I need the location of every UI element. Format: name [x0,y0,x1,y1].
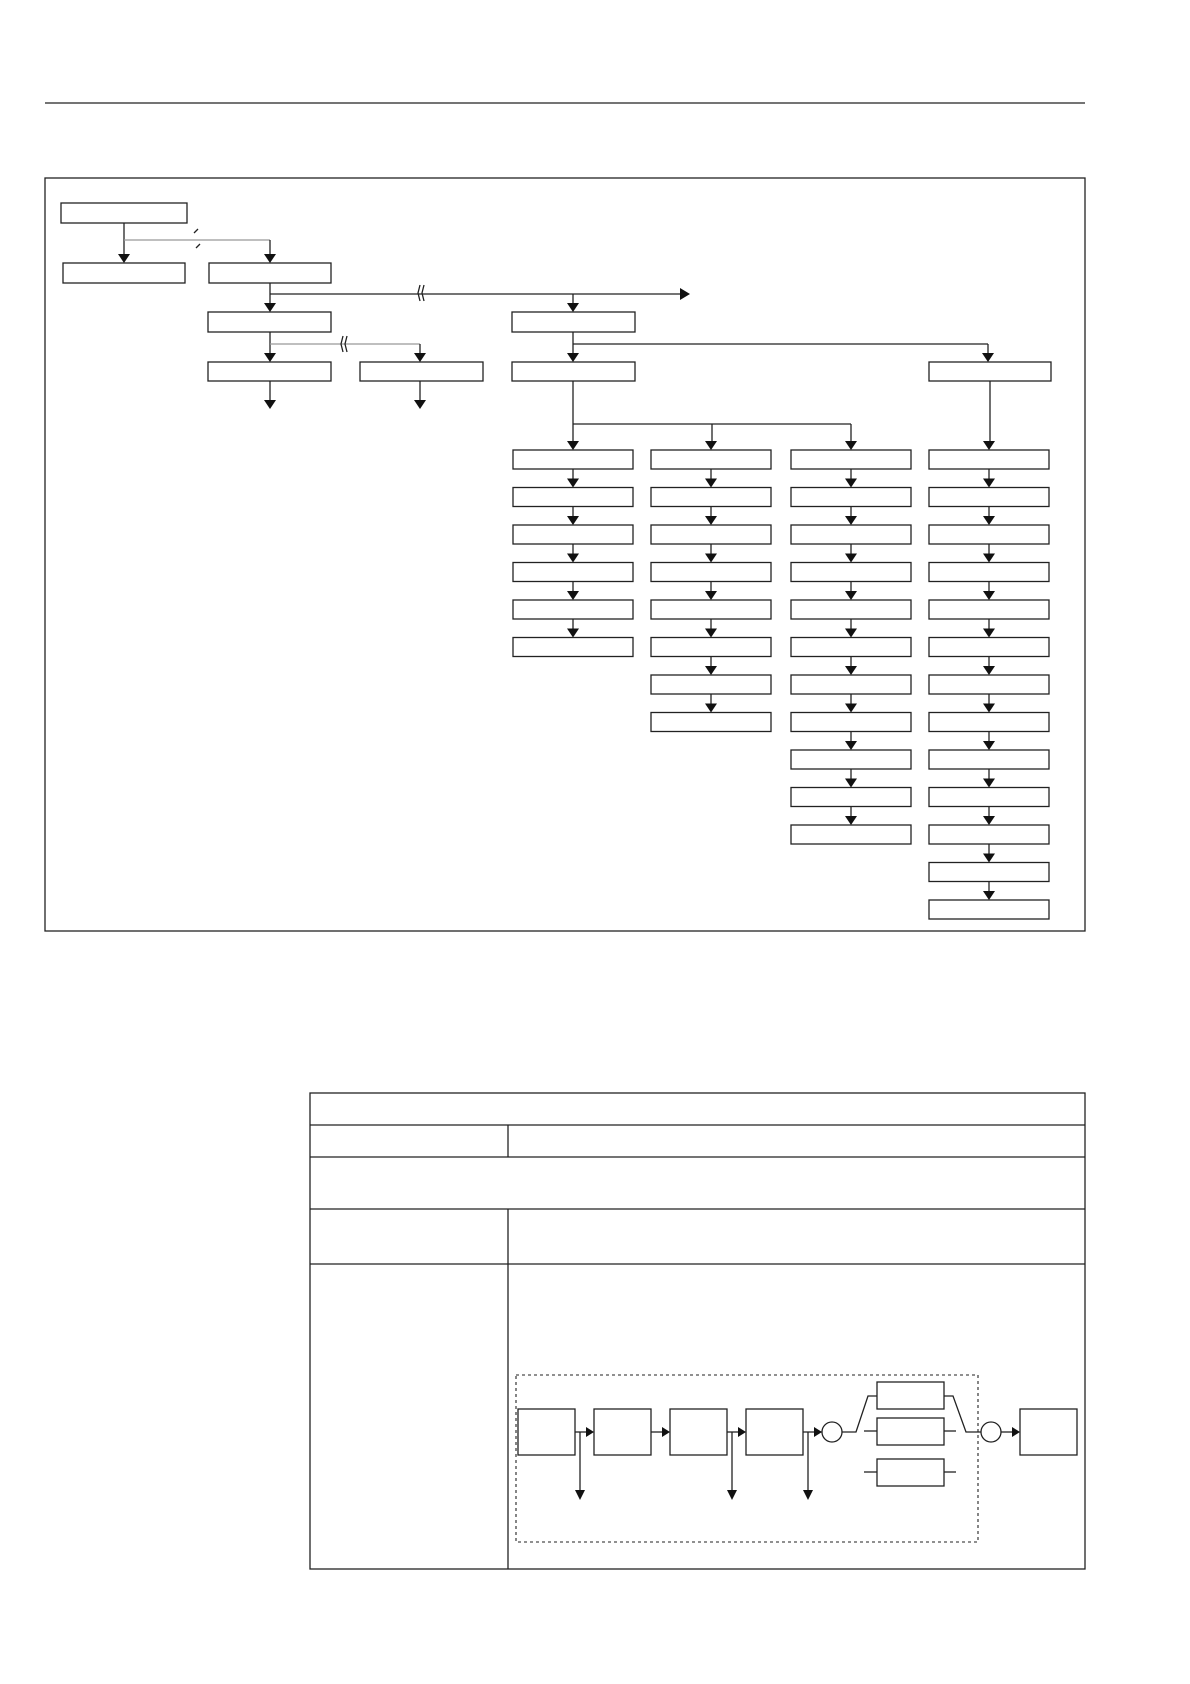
menu-level1-box-a [63,263,185,283]
menu-item-box [929,563,1049,582]
menu-item-box [929,713,1049,732]
menu-item-box [929,825,1049,844]
menu-item-box [651,450,771,469]
menu-item-box [651,638,771,657]
menu-item-box [513,638,633,657]
menu-item-box [929,638,1049,657]
menu-item-box [651,713,771,732]
table-outer-frame [310,1093,1085,1569]
menu-item-box [929,750,1049,769]
menu-item-box [791,638,911,657]
menu-item-box [791,450,911,469]
switch-node [981,1422,1001,1442]
menu-level1-box-b [209,263,331,283]
menu-item-box [791,788,911,807]
menu-level3-box-b [360,362,483,381]
menu-item-box [791,750,911,769]
menu-item-box [651,675,771,694]
signal-stage-box [518,1409,575,1455]
menu-item-box [513,525,633,544]
menu-item-box [791,563,911,582]
menu-item-columns [513,441,1049,919]
parameter-table [310,1093,1085,1569]
menu-item-box [929,488,1049,507]
menu-item-box [651,488,771,507]
menu-item-box [929,900,1049,919]
menu-item-box [791,488,911,507]
menu-level3-box-c [512,362,635,381]
menu-item-box [791,600,911,619]
menu-item-box [791,525,911,544]
menu-item-box [513,450,633,469]
menu-item-box [791,713,911,732]
menu-item-box [513,600,633,619]
menu-item-box [929,788,1049,807]
menu-tree-figure [45,178,1085,931]
menu-item-box [513,563,633,582]
signal-stage-box [594,1409,651,1455]
signal-processing-diagram [516,1375,1077,1542]
menu-level3-box-a [208,362,331,381]
option-box [877,1418,944,1445]
switch-node [822,1422,842,1442]
signal-stage-box [670,1409,727,1455]
signal-stage-box [746,1409,803,1455]
menu-item-box [651,525,771,544]
menu-tree-frame [45,178,1085,931]
menu-item-box [929,863,1049,882]
menu-root-box [61,203,187,223]
menu-item-box [651,563,771,582]
menu-item-box [651,600,771,619]
menu-item-box [929,525,1049,544]
menu-item-box [929,450,1049,469]
menu-item-box [791,825,911,844]
option-box [877,1459,944,1486]
menu-item-box [929,675,1049,694]
menu-level2-box-b [512,312,635,332]
menu-item-box [791,675,911,694]
menu-item-box [929,600,1049,619]
signal-output-box [1020,1409,1077,1455]
menu-item-box [513,488,633,507]
menu-level2-box-a [208,312,331,332]
menu-level3-box-d [929,362,1051,381]
option-box [877,1382,944,1409]
